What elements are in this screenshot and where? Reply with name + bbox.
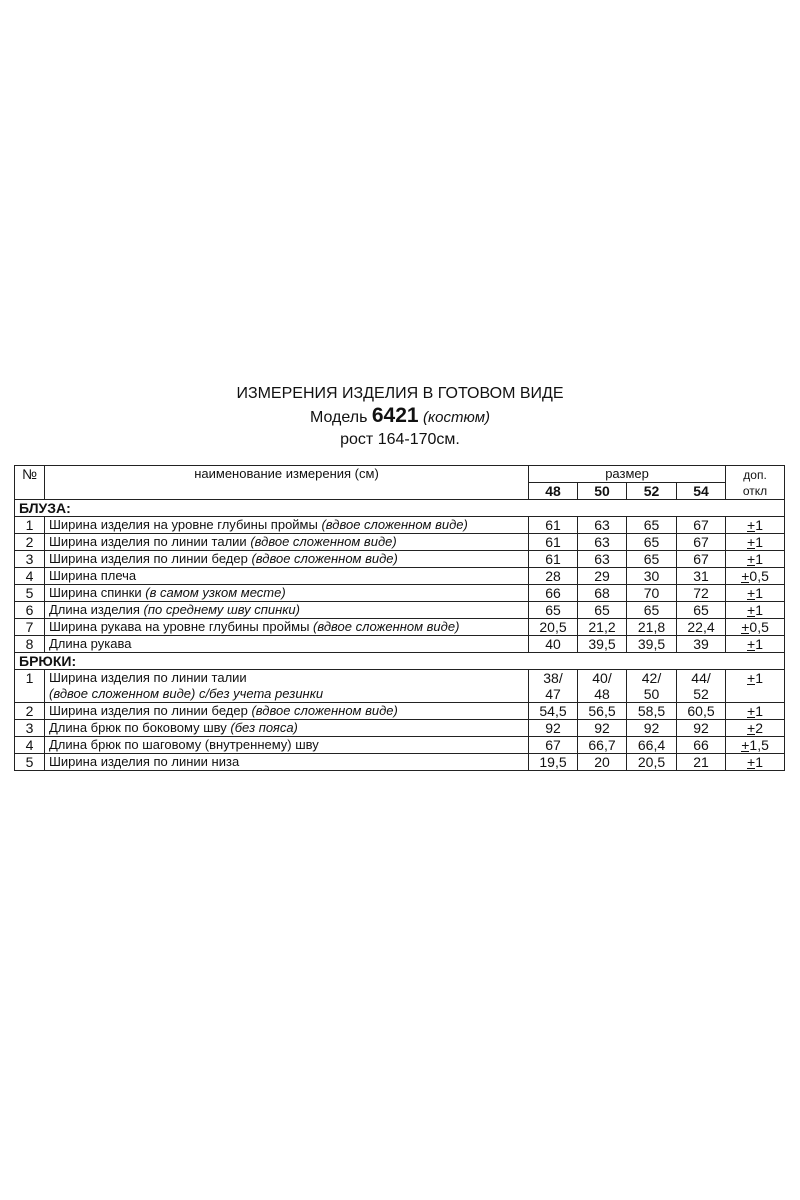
plus-minus-sign: + (747, 551, 756, 567)
table-row (15, 703, 785, 720)
size-52: 52 (627, 483, 677, 500)
size-value (627, 670, 677, 703)
size-value: 67 (529, 737, 578, 754)
measurement-note: (вдвое сложенном виде) (313, 619, 460, 634)
tolerance-cell (726, 636, 785, 653)
size-value: 65 (627, 551, 677, 568)
header-tolerance-line1: доп. (743, 467, 767, 482)
size-value: 63 (578, 534, 627, 551)
tolerance-cell (726, 602, 785, 619)
tolerance-value: 1 (755, 517, 764, 533)
tolerance-cell (726, 737, 785, 754)
tolerance-cell (726, 619, 785, 636)
plus-minus-sign: + (747, 754, 756, 770)
document-header (0, 383, 800, 451)
tolerance-value: 1 (755, 551, 764, 567)
size-value: 21 (677, 754, 726, 771)
measurement-name: Ширина изделия по линии талии (49, 534, 247, 549)
size-value: 65 (578, 602, 627, 619)
size-value (578, 670, 627, 703)
size-value: 92 (578, 720, 627, 737)
size-50: 50 (578, 483, 627, 500)
measurement-name-cell (45, 517, 529, 534)
row-number: 2 (15, 534, 45, 551)
size-value: 66 (529, 585, 578, 602)
measurement-name: Ширина изделия по линии бедер (49, 551, 248, 566)
tolerance-cell (726, 720, 785, 737)
size-value: 61 (529, 517, 578, 534)
section-row (15, 653, 785, 670)
size-value-top: 38/ (543, 670, 563, 686)
measurement-name-cell (45, 619, 529, 636)
measurement-name-cell (45, 568, 529, 585)
size-value: 61 (529, 534, 578, 551)
size-value: 66,4 (627, 737, 677, 754)
row-number: 1 (15, 517, 45, 534)
row-number: 6 (15, 602, 45, 619)
size-value: 20,5 (529, 619, 578, 636)
tolerance-value: 1 (755, 703, 764, 719)
size-value: 66 (677, 737, 726, 754)
size-value: 70 (627, 585, 677, 602)
measurement-name-cell (45, 551, 529, 568)
plus-minus-sign: + (747, 534, 756, 550)
row-number: 5 (15, 754, 45, 771)
table-row (15, 568, 785, 585)
measurement-name: Ширина спинки (49, 585, 142, 600)
size-value: 61 (529, 551, 578, 568)
table-row (15, 534, 785, 551)
measurement-note: (по среднему шву спинки) (143, 602, 300, 617)
table-row (15, 670, 785, 703)
table-row (15, 551, 785, 568)
plus-minus-sign: + (747, 602, 756, 618)
size-48: 48 (529, 483, 578, 500)
size-value: 39,5 (627, 636, 677, 653)
tolerance-value: 1 (755, 670, 764, 686)
tolerance-cell (726, 754, 785, 771)
model-line (0, 405, 800, 429)
tolerance-cell (726, 534, 785, 551)
header-tolerance-line2: откл (742, 483, 768, 498)
row-number: 4 (15, 737, 45, 754)
tolerance-cell (726, 585, 785, 602)
section-title: БРЮКИ: (15, 653, 785, 670)
measurement-name-cell (45, 636, 529, 653)
size-value: 39 (677, 636, 726, 653)
size-value: 72 (677, 585, 726, 602)
header-size: размер (529, 466, 726, 483)
tolerance-value: 1 (755, 636, 764, 652)
tolerance-value: 0,5 (749, 619, 769, 635)
tolerance-value: 1 (755, 754, 764, 770)
table-row (15, 619, 785, 636)
measurement-name: Ширина изделия по линии низа (49, 754, 240, 769)
measurement-name-cell (45, 737, 529, 754)
row-number: 8 (15, 636, 45, 653)
document-title: ИЗМЕРЕНИЯ ИЗДЕЛИЯ В ГОТОВОМ ВИДЕ (236, 385, 564, 402)
measurement-name: Ширина изделия по линии бедер (49, 703, 248, 718)
size-value-bottom: 47 (545, 686, 561, 702)
row-number: 3 (15, 720, 45, 737)
measurement-table (14, 465, 785, 771)
size-value: 63 (578, 551, 627, 568)
size-value: 40 (529, 636, 578, 653)
size-value: 65 (529, 602, 578, 619)
size-value: 60,5 (677, 703, 726, 720)
size-value: 28 (529, 568, 578, 585)
tolerance-value: 0,5 (749, 568, 769, 584)
table-row (15, 720, 785, 737)
model-label: Модель (309, 409, 368, 426)
size-54: 54 (677, 483, 726, 500)
row-number: 7 (15, 619, 45, 636)
tolerance-cell (726, 670, 785, 703)
size-value-bottom: 50 (643, 686, 660, 702)
plus-minus-sign: + (741, 619, 750, 635)
header-measurement-name: наименование измерения (см) (45, 466, 529, 500)
size-value: 92 (529, 720, 578, 737)
table-row (15, 754, 785, 771)
plus-minus-sign: + (747, 720, 756, 736)
table-row (15, 602, 785, 619)
size-value: 68 (578, 585, 627, 602)
plus-minus-sign: + (741, 568, 750, 584)
plus-minus-sign: + (741, 737, 750, 753)
size-value: 56,5 (578, 703, 627, 720)
plus-minus-sign: + (747, 636, 756, 652)
table-row (15, 517, 785, 534)
plus-minus-sign: + (747, 585, 756, 601)
size-value-bottom: 52 (693, 686, 709, 702)
measurement-note: (в самом узком месте) (145, 585, 286, 600)
size-value-top: 40/ (592, 670, 612, 686)
measurement-name-cell (45, 534, 529, 551)
size-value (677, 670, 726, 703)
tolerance-value: 1 (755, 585, 764, 601)
measurement-note: (вдвое сложенном виде) (251, 551, 398, 566)
tolerance-cell (726, 517, 785, 534)
measurement-name: Длина рукава (49, 636, 132, 651)
size-value: 54,5 (529, 703, 578, 720)
size-value: 20 (578, 754, 627, 771)
measurement-note: (без пояса) (230, 720, 298, 735)
tolerance-value: 2 (755, 720, 764, 736)
header-number: № (15, 466, 45, 500)
measurement-name: Ширина изделия на уровне глубины проймы (49, 517, 318, 532)
tolerance-cell (726, 568, 785, 585)
measurement-name: Ширина рукава на уровне глубины проймы (49, 619, 310, 634)
row-number: 5 (15, 585, 45, 602)
size-value (529, 670, 578, 703)
height-range: рост 164-170см. (340, 431, 460, 448)
size-value: 66,7 (578, 737, 627, 754)
size-value: 65 (627, 534, 677, 551)
section-row (15, 500, 785, 517)
size-value: 22,4 (677, 619, 726, 636)
model-number: 6421 (371, 404, 419, 427)
tolerance-cell (726, 551, 785, 568)
measurement-name-cell (45, 670, 529, 703)
tolerance-value: 1 (755, 534, 764, 550)
size-value: 65 (627, 517, 677, 534)
measurement-note: (вдвое сложенном виде) (321, 517, 468, 532)
section-title: БЛУЗА: (15, 500, 785, 517)
tolerance-value: 1 (755, 602, 764, 618)
plus-minus-sign: + (747, 703, 756, 719)
size-value: 21,2 (578, 619, 627, 636)
size-value: 67 (677, 534, 726, 551)
measurement-name: Ширина плеча (49, 568, 137, 583)
measurement-name: Ширина изделия по линии талии (49, 670, 247, 685)
measurement-name-cell (45, 703, 529, 720)
measurement-name-cell (45, 720, 529, 737)
size-value: 30 (627, 568, 677, 585)
plus-minus-sign: + (747, 517, 756, 533)
measurement-name: Длина брюк по шаговому (внутреннему) шву (49, 737, 319, 752)
size-value: 20,5 (627, 754, 677, 771)
measurement-name: Длина брюк по боковому шву (49, 720, 227, 735)
size-value: 92 (627, 720, 677, 737)
tolerance-cell (726, 703, 785, 720)
row-number: 1 (15, 670, 45, 703)
size-value: 67 (677, 551, 726, 568)
tolerance-value: 1,5 (749, 737, 769, 753)
size-value-top: 42/ (641, 670, 662, 686)
size-value-bottom: 48 (594, 686, 610, 702)
measurement-name-cell (45, 602, 529, 619)
size-value: 39,5 (578, 636, 627, 653)
table-row (15, 737, 785, 754)
size-value: 31 (677, 568, 726, 585)
size-value: 92 (677, 720, 726, 737)
measurement-name: Длина изделия (49, 602, 140, 617)
size-value: 21,8 (627, 619, 677, 636)
size-value-top: 44/ (691, 670, 711, 686)
measurement-note: (вдвое сложенном виде) с/без учета резинки (49, 686, 324, 701)
table-row (15, 585, 785, 602)
size-value: 63 (578, 517, 627, 534)
row-number: 2 (15, 703, 45, 720)
size-value: 19,5 (529, 754, 578, 771)
row-number: 4 (15, 568, 45, 585)
measurement-note: (вдвое сложенном виде) (251, 703, 398, 718)
size-value: 29 (578, 568, 627, 585)
size-value: 58,5 (627, 703, 677, 720)
table-header-row (15, 466, 785, 483)
table-row (15, 636, 785, 653)
plus-minus-sign: + (747, 670, 756, 686)
size-value: 65 (677, 602, 726, 619)
measurement-note: (вдвое сложенном виде) (250, 534, 397, 549)
measurement-name-cell (45, 585, 529, 602)
model-note: (костюм) (423, 409, 491, 426)
header-tolerance (726, 466, 785, 500)
size-value: 67 (677, 517, 726, 534)
measurement-name-cell (45, 754, 529, 771)
size-value: 65 (627, 602, 677, 619)
row-number: 3 (15, 551, 45, 568)
